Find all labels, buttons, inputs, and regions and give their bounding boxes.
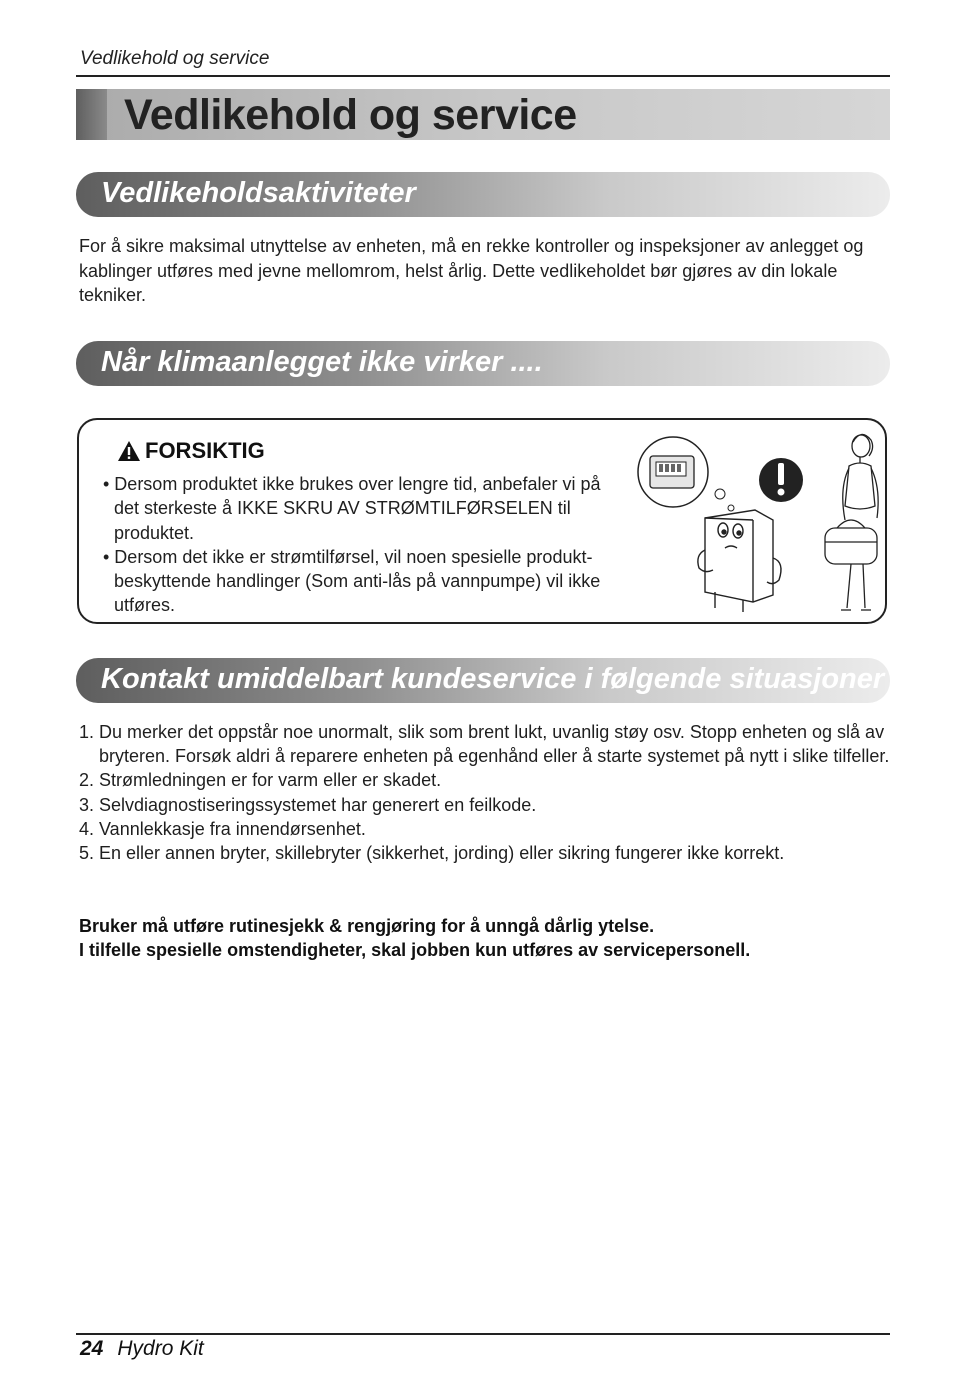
list-item: 1. Du merker det oppstår noe unormalt, slik som brent lukt, uvanlig støy osv. Stopp enheten og slå av bryteren. Forsøk aldri å reparere enheten på egenhånd eller å starte systemet på nytt i slike tilfeller. (79, 722, 890, 767)
exclamation-icon (759, 458, 803, 502)
section-heading-maintenance (76, 172, 890, 217)
caution-title: FORSIKTIG (145, 438, 265, 463)
caution-item: • Dersom det ikke er strømtilførsel, vil noen spesielle produkt-beskyttende handlinger (Som anti-lås på vannpumpe) vil ikke utføres. (103, 546, 601, 616)
caution-box (77, 418, 887, 624)
caution-list (101, 472, 611, 618)
list-item: 3. Selvdiagnostiseringssystemet har generert en feilkode. (79, 794, 537, 815)
section-heading-label: Kontakt umiddelbart kundeservice i følgende situasjoner (101, 663, 885, 695)
note-line: Bruker må utføre rutinesjekk & rengjøring for å unngå dårlig ytelse. (79, 916, 655, 936)
section-heading-label: Når klimaanlegget ikke virker .... (101, 346, 543, 378)
warning-triangle-icon (117, 440, 141, 462)
footer-rule (76, 1333, 890, 1335)
section-heading-label: Vedlikeholdsaktiviteter (101, 177, 416, 209)
circuit-breaker-bubble-icon (638, 437, 734, 511)
caution-heading (117, 438, 265, 464)
section-heading-contact (76, 658, 890, 703)
woman-with-bag-icon (825, 434, 878, 610)
product-name: Hydro Kit (117, 1337, 204, 1360)
header-rule (76, 75, 890, 77)
list-item: 5. En eller annen bryter, skillebryter (sikkerhet, jording) eller sikring fungerer ikke korrekt. (79, 843, 785, 864)
running-header: Vedlikehold og service (80, 48, 270, 69)
page-number: 24 (80, 1337, 104, 1360)
contact-situations-list (79, 720, 891, 865)
maintenance-paragraph: For å sikre maksimal utnyttelse av enheten, må en rekke kontroller og inspeksjoner av anlegget og kablinger utføres med jevne mellomrom, helst årlig. Dette vedlikeholdet bør gjøres av din lokale tekniker. (79, 236, 864, 305)
routine-check-note (79, 914, 891, 962)
page-title-bar (76, 89, 890, 140)
caution-item: • Dersom produktet ikke brukes over lengre tid, anbefaler vi på det sterkeste å IKKE SKRU AV STRØMTILFØRSELEN til produktet. (103, 474, 601, 543)
page-footer (80, 1337, 204, 1361)
list-item: 4. Vannlekkasje fra innendørsenhet. (79, 818, 366, 839)
note-line: I tilfelle spesielle omstendigheter, skal jobben kun utføres av servicepersonell. (79, 940, 751, 960)
title-block-accent (76, 89, 107, 140)
caution-illustration (635, 430, 885, 620)
indoor-unit-character-icon (698, 510, 781, 612)
page-title: Vedlikehold og service (124, 91, 577, 139)
list-item: 2. Strømledningen er for varm eller er skadet. (79, 770, 442, 791)
section-heading-not-working (76, 341, 890, 386)
